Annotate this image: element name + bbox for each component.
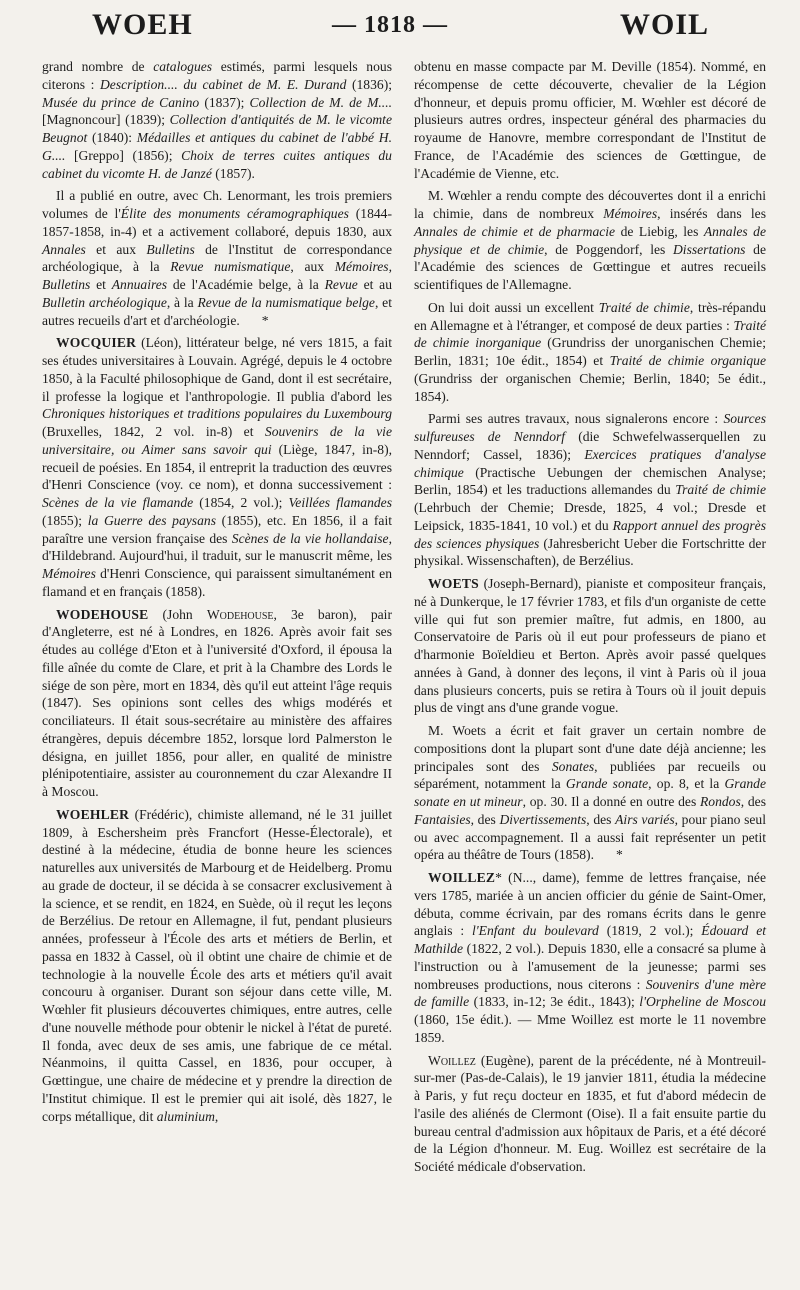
body-text: (Practische Uebungen der chemischen Analyse; Berlin, 1854) et les traductions allemandes du — [414, 464, 766, 498]
paragraph — [42, 334, 392, 600]
body-text: (Liège, 1847, in-8), recueil de poésies. En 1854, il entreprit la traduction des œuvres d'Henri Conscience (voy. ce nom), et donna successivement : — [42, 441, 392, 493]
italic-title: Rapport annuel des progrès des sciences physiques — [414, 517, 766, 551]
body-text: (1855); — [42, 512, 88, 528]
italic-title: l'Enfant du boulevard — [472, 923, 599, 939]
italic-title: aluminium — [156, 1108, 215, 1124]
body-text: grand nombre de — [42, 59, 154, 74]
italic-title: Exercices pratiques d'analyse chimique — [414, 446, 766, 480]
body-text: Parmi ses autres travaux, nous signalerons encore : — [428, 411, 724, 427]
italic-title: Traité de chimie organique — [609, 353, 766, 368]
italic-title: Grande sonate — [565, 776, 649, 792]
paragraph — [42, 187, 392, 329]
body-text: , des — [740, 794, 766, 809]
italic-title: Revue de la numismatique belge — [197, 294, 375, 310]
italic-title: Fantaisies — [414, 811, 471, 827]
italic-title: Description.... du cabinet de M. E. Durand — [99, 76, 347, 92]
left-column — [42, 58, 392, 1125]
italic-title: Annales de chimie et de pharmacie — [414, 223, 616, 239]
body-text: , 3e baron), pair d'Angleterre, est né à Londres, en 1826. Après avoir fait ses études au collége d'Eton et à l'université d'Oxford, il épousa la fille aînée du comte de Clare, et prit à la Chambre des Lords le siége de son père, mort en 1834, dès qu'il eut atteint l'âge requis (1847). Ses opinions sont celles des whigs modérés et conciliateurs. Il était sous-secrétaire au ministère des affaires étrangères, depuis décembre 1852, lorsque lord Palmerston le désigna, en juillet 1856, pour aller, en qualité de ministre plénipotentiaire, assister au couronnement du czar Alexandre II à Moscou. — [42, 606, 392, 799]
italic-title: Airs variés — [615, 811, 675, 827]
body-text: , publiées par recueils ou séparément, notamment la — [414, 758, 766, 792]
body-text: M. Wœhler a rendu compte des découvertes dont il a enrichi la chimie, dans de nombreux — [414, 188, 766, 221]
body-text: (Eugène), parent de la précédente, né à Montreuil-sur-mer (Pas-de-Calais), le 19 janvier 1811, étudia la médecine à Paris, y fut reçu docteur en 1835, et fut d'abord médecin de l'asile des aliénés de Clermont (Oise). Il a fait ensuite partie du bureau central d'admission aux hôpitaux de Paris, et a été décoré de la Légion d'honneur. M. Eug. Woillez est secrétaire de la Société médicale d'observation. — [414, 1052, 766, 1174]
paragraph — [414, 1052, 766, 1176]
italic-title: Traité de chimie — [675, 482, 766, 498]
italic-title: Traité de chimie inorganique — [414, 317, 766, 351]
italic-title: Annales de physique et de chimie — [414, 223, 766, 257]
body-text: , op. 30. Il a donné en outre des — [522, 794, 700, 809]
italic-title: Sources sulfureuses de Nenndorf — [414, 411, 766, 444]
paragraph — [42, 58, 392, 182]
italic-title: Divertissements — [499, 811, 587, 827]
italic-title: Revue — [324, 277, 358, 292]
body-text: (1860, 15e édit.). — Mme Woillez est morte le 11 novembre 1859. — [414, 1012, 766, 1045]
body-text: (1822, 2 vol.). Depuis 1830, elle a consacré sa plume à l'instruction ou à l'amusement de la jeunesse; parmi ses nombreuses productions, nous citerons : — [414, 941, 766, 992]
body-text: (1819, 2 vol.); — [598, 923, 702, 939]
body-text: On lui doit aussi un excellent — [428, 299, 599, 315]
italic-title: Collection de M. de M.... — [249, 94, 392, 110]
body-text: (Bruxelles, 1842, 2 vol. in-8) et — [42, 424, 265, 439]
body-text: (1857). — [211, 165, 255, 181]
entry-headword: WOILLEZ — [428, 870, 496, 885]
body-text: , insérés dans les — [657, 206, 766, 221]
italic-title: Médailles et antiques du cabinet de l'abbé H. G.... — [42, 130, 392, 163]
body-text: Il a publié en outre, avec Ch. Lenormant, les trois premiers volumes de l' — [42, 188, 392, 221]
page-number: — 1818 — — [332, 12, 448, 38]
entry-headword: WODEHOUSE — [56, 606, 149, 622]
body-text: (Grundriss der organischen Chemie; Berlin, 1840; 5e édit., 1854). — [414, 370, 766, 404]
paragraph — [414, 299, 766, 406]
body-text: , des — [586, 811, 616, 827]
italic-title: Musée du prince de Canino — [42, 94, 200, 110]
body-text: (Lehrbuch der Chemie; Dresde, 1825, 4 vol.; Dresde et Leipsick, 1835-1841, 10 vol.) et du — [414, 500, 766, 533]
body-text: , à la — [166, 294, 198, 310]
body-text: M. Woets a écrit et fait graver un certain nombre de compositions dont la plupart sont d'une date déjà ancienne; les principales sont des — [414, 723, 766, 774]
body-text: et aux — [85, 241, 147, 257]
body-text: * (N..., dame), femme de lettres française, née vers 1785, mariée à un ancien officier du génie de Saint-Omer, débuta, comme écrivain, par des romans écrits dans le genre anglais : — [414, 870, 766, 939]
paragraph — [414, 722, 766, 864]
italic-title: Dissertations — [672, 241, 746, 257]
body-text: [Magnoncour] (1839); — [42, 112, 170, 128]
body-text: (die Schwefelwasserquellen zu Nenndorf; Cassel, 1836); — [414, 429, 766, 462]
italic-title: Veillées flamandes — [288, 495, 392, 510]
italic-title: Souvenirs de la vie universitaire, ou Aimer sans savoir qui — [42, 424, 392, 457]
body-text: de l'Académie belge, à la — [167, 277, 325, 292]
paragraph — [414, 58, 766, 182]
body-text: (John — [148, 606, 207, 622]
italic-title: Bulletins — [146, 241, 195, 257]
body-text: (Léon), littérateur belge, né vers 1815, a fait ses études universitaires à Louvain. Agrégé, depuis le 4 octobre 1850, à la Faculté philosophique de Gand, dont il est secrétaire, il professe la logique et l'anthropologie. Il publia d'abord les — [42, 335, 392, 404]
italic-title: Grande sonate en ut mineur — [414, 776, 767, 809]
body-text: , op. 8, et la — [648, 776, 725, 792]
body-text: [Greppo] (1856); — [65, 147, 182, 163]
body-text: , de Poggendorf, les — [544, 241, 673, 257]
body-text: , d'Hildebrand. Aujourd'hui, il traduit, sur le manuscrit même, les — [42, 530, 392, 564]
italic-title: Scènes de la vie hollandaise — [231, 530, 389, 546]
body-text: , très-répandu en Allemagne et à l'étranger, et composé de deux parties : — [414, 299, 766, 333]
italic-title: Revue numismatique — [170, 259, 291, 275]
header-right-keyword: WOIL — [620, 8, 710, 41]
body-text: (1855), etc. En 1856, il a fait paraître une version française des — [42, 512, 393, 546]
entry-headword: WOCQUIER — [56, 335, 137, 351]
body-text: de l'Institut de correspondance archéologique, à la — [42, 241, 392, 275]
italic-title: Sonates — [551, 758, 595, 774]
body-text: obtenu en masse compacte par M. Deville (1854). Nommé, en récompense de cette découverte, chevalier de la Légion d'honneur, et depuis promu officier, M. Wœhler est décoré de plusieurs autres ordres, inspecteur général des pharmacies du royaume de Hanovre, membre correspondant de l'Institut de France, de l'Académie des sciences de Gœttingue, de l'Académie de Vienne, etc. — [414, 59, 766, 181]
italic-title: Annuaires — [111, 277, 168, 292]
italic-title: Mémoires — [603, 206, 658, 221]
body-text: de l'Académie des sciences de Gœttingue et autres recueils scientifiques de l'Allemagne. — [414, 241, 766, 292]
body-text: (Joseph-Bernard), pianiste et compositeur français, né à Dunkerque, le 17 février 1783, et fils d'un organiste de cette ville qui fut son premier maître, fut admis, en 1800, au Conservatoire de Paris où il eut pour professeurs de piano et d'harmonie Boïeldieu et Berton. Après avoir passé quelques années à Gand, à donner des leçons, il vint à Paris où il joua dans plusieurs concerts, puis se retira à Tours où il jouit depuis plus de vingt ans d'une grande vogue. — [414, 576, 766, 716]
body-text: , aux — [290, 259, 335, 275]
italic-title: Choix de terres cuites antiques du cabinet du vicomte H. de Janzé — [42, 147, 392, 181]
italic-title: Élite des monuments céramographiques — [120, 206, 349, 221]
body-text: , — [214, 1108, 219, 1124]
body-text: (Frédéric), chimiste allemand, né le 31 juillet 1809, à Eschersheim près Francfort (Hesse-Électorale), et destiné à la médecine, étudia de bonne heure les sciences naturelles aux universités de Marbourg et de Heidelberg. Promu au grade de docteur, il se décida à se consacrer exclusivement à la science, et se rendit, en 1824, en Suède, où il reçut les leçons de Berzélius. De retour en Allemagne, il fut, pendant plusieurs années, professeur à l'École des arts et métiers de Berlin, et passa en 1832 à Cassel, où il obtint une chaire de chimie et de technologie à la nouvelle École des arts et métiers qu'il avait concouru à organiser. Durant son séjour dans cette ville, M. Wœhler fit plusieurs découvertes chimiques, entre autres, celle d'une nouvelle méthode pour obtenir le nickel à l'état de pureté. Il fonda, avec deux de ses amis, une fabrique de ce métal. Néanmoins, il quitta Cassel, en 1836, pour occuper, à Gœttingue, une chaire de médecine et y prendre la direction de l'Institut chimique. Il est le premier qui ait isolé, dès 1827, le corps métallique, dit — [42, 806, 392, 1124]
italic-title: Édouard et Mathilde — [414, 923, 767, 956]
body-text: et au — [357, 277, 393, 292]
paragraph — [414, 575, 766, 717]
paragraph — [414, 187, 766, 294]
body-text: (Jahresbericht Ueber die Fortschritte der physikal. Wissenschaften), de Berzélius. — [414, 535, 766, 569]
small-caps-name: Wodehouse — [206, 606, 274, 622]
right-column — [414, 58, 766, 1176]
body-text: , — [388, 259, 392, 275]
body-text: estimés, parmi lesquels nous citerons : — [42, 59, 392, 92]
italic-title: Rondos — [699, 794, 741, 809]
body-text: d'Henri Conscience, qui paraissent simultanément en flamand et en français (1858). — [42, 566, 392, 599]
running-head — [0, 8, 800, 52]
italic-title: Bulletin archéologique — [42, 294, 167, 310]
body-text: (1836); — [346, 76, 393, 92]
body-text: (1844-1857-1858, in-4) et a activement collaboré, depuis 1830, aux — [42, 206, 392, 239]
italic-title: Traité de chimie — [598, 299, 690, 315]
asterisk-mark: * — [261, 312, 269, 328]
italic-title: la Guerre des paysans — [87, 512, 216, 528]
paragraph — [414, 410, 766, 570]
body-text: (1837); — [199, 94, 250, 110]
italic-title: Scènes de la vie flamande — [42, 495, 194, 510]
body-text: , et autres recueils d'art et d'archéologie. — [42, 294, 392, 328]
body-text: (1840): — [87, 130, 137, 145]
body-text: , pour piano seul ou avec accompagnement. Il a aussi fait représenter un petit opéra au théâtre de Tours (1858). — [414, 811, 766, 863]
italic-title: Annales — [42, 241, 86, 257]
italic-title: catalogues — [153, 59, 213, 74]
header-left-keyword: WOEH — [92, 8, 193, 41]
italic-title: Bulletins — [42, 277, 91, 292]
asterisk-mark: * — [615, 847, 623, 863]
italic-title: Mémoires — [42, 566, 96, 581]
body-text: , des — [470, 811, 500, 827]
italic-title: Collection d'antiquités de M. le vicomte Beugnot — [42, 112, 392, 145]
small-caps-name: Woillez — [428, 1052, 476, 1068]
paragraph — [414, 869, 766, 1047]
italic-title: Chroniques historiques et traditions populaires du Luxembourg — [42, 406, 392, 422]
entry-headword: WOEHLER — [56, 806, 130, 822]
body-text: (Grundriss der unorganischen Chemie; Berlin, 1831; 10e édit., 1854) et — [414, 335, 766, 368]
paragraph — [42, 606, 392, 801]
body-text: (1833, in-12; 3e édit., 1843); — [469, 994, 640, 1010]
italic-title: l'Orpheline de Moscou — [639, 994, 767, 1010]
body-text: et — [90, 277, 112, 292]
body-text: (1854, 2 vol.); — [193, 495, 289, 510]
entry-headword: WOETS — [428, 576, 479, 591]
italic-title: Souvenirs d'une mère de famille — [414, 976, 766, 1010]
paragraph — [42, 806, 392, 1126]
italic-title: Mémoires — [334, 259, 389, 275]
body-text: de Liebig, les — [615, 223, 704, 239]
